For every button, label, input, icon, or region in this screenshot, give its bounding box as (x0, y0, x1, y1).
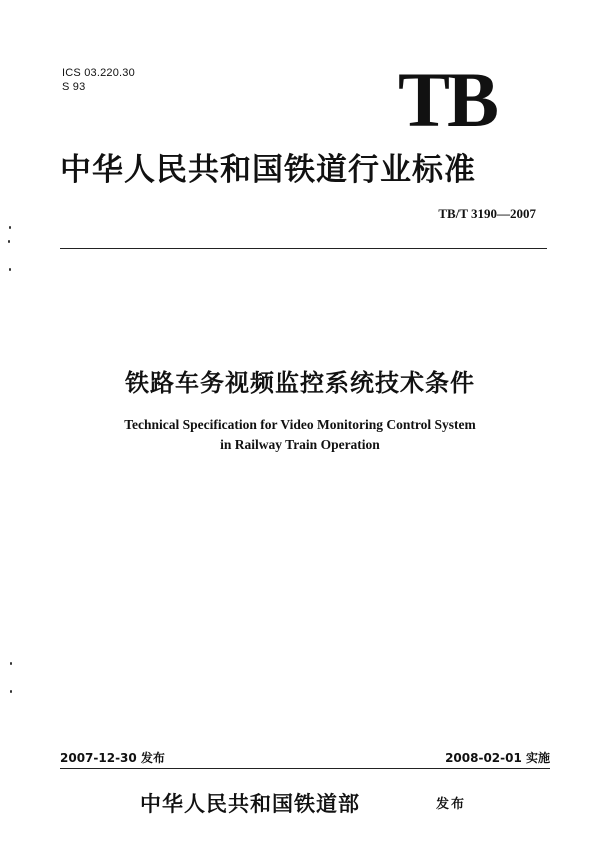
s-code: S 93 (62, 81, 86, 93)
title-english (0, 415, 600, 455)
implementation-date: 2008-02-01 实施 (445, 751, 550, 765)
bottom-divider (60, 768, 550, 769)
scan-speck (10, 690, 12, 693)
title-english-line-1: Technical Specification for Video Monitoring Control System (124, 417, 476, 432)
scan-speck (10, 662, 12, 665)
issue-date: 2007-12-30 发布 (60, 751, 165, 765)
top-divider (60, 248, 547, 249)
ics-code: ICS 03.220.30 (62, 67, 135, 79)
scan-speck (9, 268, 11, 271)
title-chinese: 铁路车务视频监控系统技术条件 (125, 369, 475, 397)
classification-codes (62, 66, 135, 94)
standard-number: TB/T 3190—2007 (438, 206, 536, 221)
industry-standard-heading: 中华人民共和国铁道行业标准 (60, 152, 476, 188)
title-english-line-2: in Railway Train Operation (220, 437, 380, 452)
issuer: 中华人民共和国铁道部 (140, 792, 360, 816)
scan-speck (9, 226, 11, 229)
tb-logo: TB (398, 56, 497, 143)
scan-speck (8, 240, 10, 243)
issuer-suffix: 发布 (436, 797, 467, 812)
